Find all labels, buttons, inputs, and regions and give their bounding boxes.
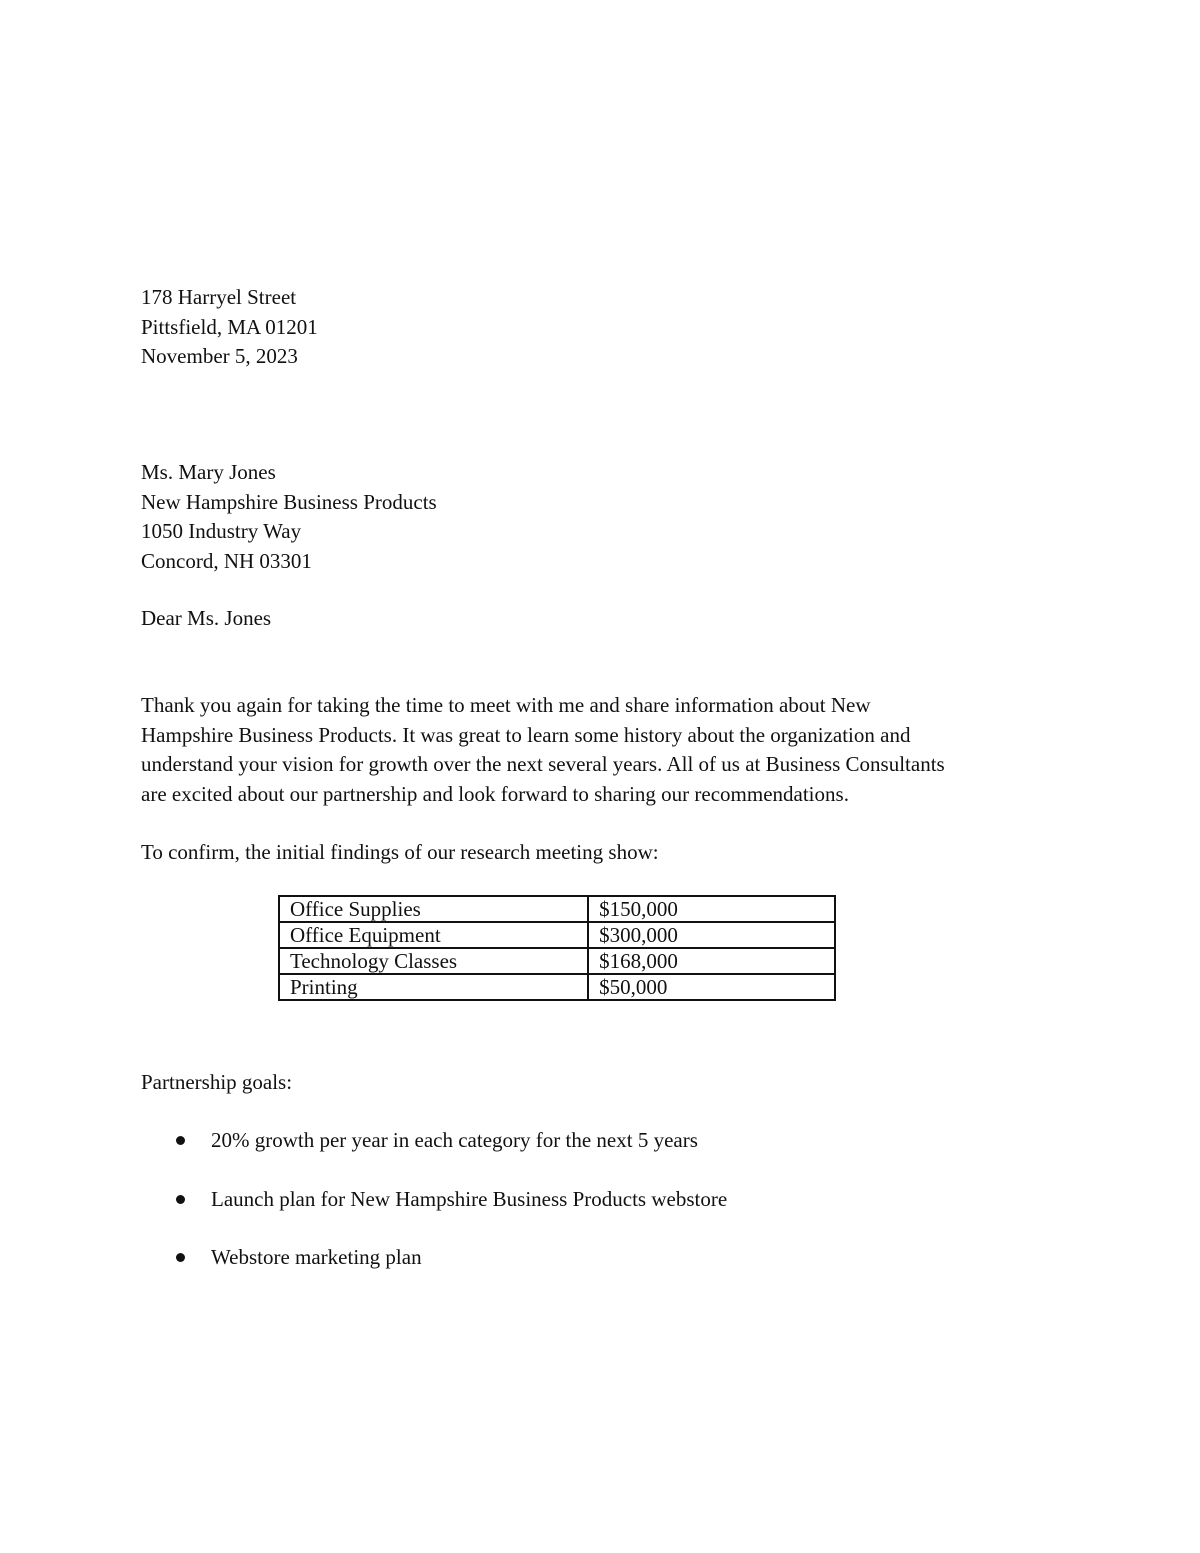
table-cell-amount: $50,000	[588, 974, 835, 1000]
sender-city-line: Pittsfield, MA 01201	[141, 314, 318, 339]
body-line: Hampshire Business Products. It was great to learn some history about the organization and	[141, 722, 911, 747]
bullet-icon	[176, 1253, 185, 1262]
table-row	[279, 896, 835, 922]
goal-text: Launch plan for New Hampshire Business Products webstore	[211, 1186, 728, 1211]
sender-street: 178 Harryel Street	[141, 285, 297, 309]
recipient-street: 1050 Industry Way	[141, 519, 302, 543]
bullet-icon	[176, 1136, 185, 1145]
recipient-city-line: Concord, NH 03301	[141, 548, 312, 573]
table-cell-category: Technology Classes	[279, 948, 588, 974]
salutation	[141, 604, 271, 634]
table-cell-category: Office Supplies	[279, 896, 588, 922]
recipient-name: Ms. Mary Jones	[141, 460, 276, 484]
table-cell-category: Printing	[279, 974, 588, 1000]
body-line: understand your vision for growth over the next several years. All of us at Business Consultants	[141, 752, 945, 776]
table-cell-amount: $300,000	[588, 922, 835, 948]
findings-intro	[141, 838, 659, 868]
goals-heading	[141, 1068, 292, 1098]
findings-intro-text: To confirm, the initial findings of our research meeting show:	[141, 840, 659, 864]
goal-text: Webstore marketing plan	[211, 1245, 422, 1269]
recipient-address	[141, 458, 437, 576]
bullet-icon	[176, 1195, 185, 1204]
body-line: Thank you again for taking the time to meet with me and share information about New	[141, 693, 871, 717]
goal-text: 20% growth per year in each category for the next 5 years	[211, 1128, 698, 1152]
table-row	[279, 948, 835, 974]
body-line: are excited about our partnership and look forward to sharing our recommendations.	[141, 781, 849, 806]
body-paragraph	[141, 691, 945, 809]
table-cell-amount: $168,000	[588, 948, 835, 974]
findings-table	[278, 895, 836, 1001]
table-row	[279, 922, 835, 948]
letter-date: November 5, 2023	[141, 344, 298, 368]
sender-address	[141, 283, 318, 372]
table-row	[279, 974, 835, 1000]
goals-heading-text: Partnership goals:	[141, 1070, 293, 1094]
table-cell-category: Office Equipment	[279, 922, 588, 948]
table-cell-amount: $150,000	[588, 896, 835, 922]
recipient-company: New Hampshire Business Products	[141, 489, 437, 514]
salutation-text: Dear Ms. Jones	[141, 606, 272, 630]
